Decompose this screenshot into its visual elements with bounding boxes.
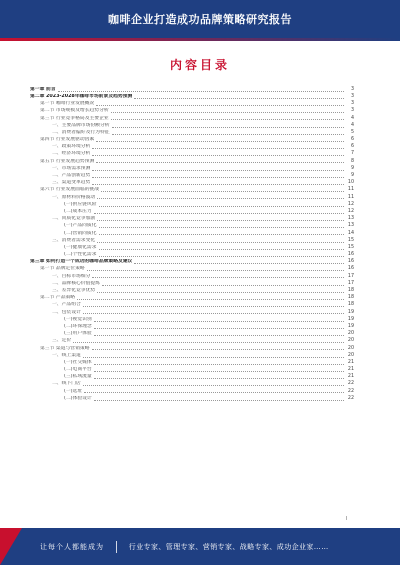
toc-entry[interactable]: [30, 179, 354, 186]
toc-entry-page: 16: [347, 266, 354, 272]
toc-leader-dots: [92, 177, 344, 178]
toc-entry[interactable]: [30, 381, 354, 388]
toc-entry[interactable]: [30, 187, 354, 194]
toc-leader-dots: [99, 256, 344, 257]
toc-entry[interactable]: [30, 208, 354, 215]
toc-entry-page: 21: [347, 367, 354, 373]
toc-entry-label: 二、经济环境分析: [52, 151, 91, 157]
toc-entry-page: 3: [350, 86, 354, 92]
toc-entry-label: 三、消费者需求变化: [52, 237, 96, 243]
toc-heading: 内容目录: [169, 58, 230, 72]
toc-entry-label: 二、线下门店: [52, 381, 81, 387]
toc-entry-page: 19: [347, 316, 354, 322]
toc-entry-page: 18: [347, 302, 354, 308]
toc-entry-label: 一、目标市场细分: [52, 273, 91, 279]
toc-entry-label: (二)个性化需求: [64, 252, 97, 258]
toc-entry-label: 二、消费者偏好及行为特征: [52, 129, 110, 135]
page-number: I: [346, 516, 348, 522]
toc-entry[interactable]: [30, 280, 354, 287]
toc-leader-dots: [112, 127, 344, 128]
toc-entry-label: 二、包装设计: [52, 309, 81, 315]
toc-entry[interactable]: [30, 366, 354, 373]
toc-entry[interactable]: [30, 251, 354, 258]
toc-entry-page: 4: [350, 122, 354, 128]
toc-entry-label: (一)视觉识别: [64, 316, 92, 322]
toc-leader-dots: [83, 313, 344, 314]
toc-entry-label: (一)供应链风险: [64, 201, 97, 207]
footer-divider: [116, 541, 117, 553]
toc-entry-label: 一、原材料价格波动: [52, 194, 96, 200]
toc-entry-page: 21: [347, 359, 354, 365]
toc-entry[interactable]: [30, 273, 354, 280]
toc-entry-page: 19: [347, 309, 354, 315]
footer-slogan: 让每个人都能成为: [40, 542, 104, 551]
toc-entry-label: (一)选址: [64, 388, 83, 394]
toc-entry-label: (三)私域流量: [64, 374, 92, 380]
toc-entry-label: 二、同质化竞争加剧: [52, 216, 96, 222]
table-of-contents: [30, 86, 354, 402]
toc-entry-page: 16: [347, 252, 354, 258]
toc-entry-label: (二)环保理念: [64, 323, 92, 329]
toc-entry[interactable]: [30, 237, 354, 244]
toc-entry-page: 18: [347, 295, 354, 301]
toc-entry[interactable]: [30, 230, 354, 237]
toc-entry[interactable]: [30, 194, 354, 201]
toc-entry-label: (一)健康化需求: [64, 244, 97, 250]
toc-entry-page: 9: [350, 165, 354, 171]
toc-leader-dots: [94, 213, 344, 214]
toc-entry[interactable]: [30, 266, 354, 273]
toc-entry-label: 一、线上渠道: [52, 352, 81, 358]
toc-leader-dots: [94, 364, 344, 365]
toc-entry-label: 第二节 市场规模及增长趋势分析: [40, 108, 109, 114]
toc-entry-label: (二)电商平台: [64, 367, 92, 373]
toc-entry-label: (一)社交媒体: [64, 359, 92, 365]
toc-entry[interactable]: [30, 302, 354, 309]
toc-entry[interactable]: [30, 323, 354, 330]
toc-entry-label: 二、产品创新趋势: [52, 173, 91, 179]
toc-entry-page: 17: [347, 273, 354, 279]
toc-entry-page: 18: [347, 288, 354, 294]
toc-entry-page: 22: [347, 388, 354, 394]
toc-leader-dots: [83, 306, 344, 307]
toc-entry-page: 19: [347, 323, 354, 329]
toc-entry[interactable]: [30, 374, 354, 381]
toc-entry-label: 一、政策环境分析: [52, 144, 91, 150]
toc-leader-dots: [97, 198, 344, 199]
toc-leader-dots: [94, 321, 344, 322]
toc-leader-dots: [97, 220, 344, 221]
toc-entry-page: 7: [350, 151, 354, 157]
toc-leader-dots: [92, 148, 344, 149]
toc-leader-dots: [96, 105, 344, 106]
toc-entry[interactable]: [30, 388, 354, 395]
toc-leader-dots: [87, 270, 344, 271]
toc-entry-page: 10: [347, 180, 354, 186]
toc-leader-dots: [73, 342, 344, 343]
toc-leader-dots: [111, 112, 344, 113]
toc-entry-page: 17: [347, 280, 354, 286]
toc-entry[interactable]: [30, 259, 354, 266]
toc-entry-page: 13: [347, 216, 354, 222]
toc-entry[interactable]: [30, 165, 354, 172]
toc-entry[interactable]: [30, 151, 354, 158]
toc-entry-label: (二)体验设计: [64, 395, 92, 401]
toc-entry-page: 4: [350, 115, 354, 121]
toc-entry-label: 一、市场需求预测: [52, 165, 91, 171]
toc-entry[interactable]: [30, 330, 354, 337]
toc-entry-page: 6: [350, 144, 354, 150]
toc-entry[interactable]: [30, 115, 354, 122]
toc-entry-label: 第一节 品牌定位策略: [40, 266, 85, 272]
toc-entry-page: 20: [347, 345, 354, 351]
toc-entry-page: 20: [347, 338, 354, 344]
toc-entry-label: 三、定价: [52, 338, 72, 344]
toc-entry[interactable]: [30, 201, 354, 208]
toc-entry-label: 第五节 行业发展趋势预测: [40, 158, 95, 164]
toc-entry-page: 20: [347, 352, 354, 358]
toc-leader-dots: [94, 335, 344, 336]
toc-entry[interactable]: [30, 93, 354, 100]
toc-entry-label: 一、主要品牌市场份额分析: [52, 122, 110, 128]
toc-entry-label: 第三节 行业竞争格局及主要企业: [40, 115, 109, 121]
toc-entry[interactable]: [30, 338, 354, 345]
toc-leader-dots: [94, 378, 344, 379]
toc-entry[interactable]: [30, 144, 354, 151]
toc-entry[interactable]: [30, 352, 354, 359]
toc-entry[interactable]: [30, 215, 354, 222]
toc-leader-dots: [112, 134, 344, 135]
toc-entry[interactable]: [30, 359, 354, 366]
toc-entry[interactable]: [30, 129, 354, 136]
toc-entry-label: 一、产品组合: [52, 302, 81, 308]
toc-entry-label: (二)成本压力: [64, 208, 92, 214]
toc-entry-page: 21: [347, 374, 354, 380]
toc-entry[interactable]: [30, 244, 354, 251]
toc-leader-dots: [99, 206, 344, 207]
toc-leader-dots: [94, 400, 344, 401]
toc-entry-label: 第三节 渠道与营销策略: [40, 345, 90, 351]
toc-entry[interactable]: [30, 316, 354, 323]
toc-entry-page: 11: [347, 187, 354, 193]
toc-entry-label: 第四节 行业发展驱动因素: [40, 137, 95, 143]
toc-entry[interactable]: [30, 86, 354, 93]
toc-entry[interactable]: [30, 172, 354, 179]
toc-entry-page: 12: [347, 201, 354, 207]
toc-leader-dots: [99, 234, 344, 235]
report-title: 咖啡企业打造成功品牌策略研究报告: [108, 13, 292, 26]
toc-entry-page: 22: [347, 381, 354, 387]
header-accent-bar: [0, 38, 400, 41]
toc-entry-page: 8: [350, 158, 354, 164]
toc-entry[interactable]: [30, 158, 354, 165]
toc-entry-label: 第三章 如何打造一个成功的咖啡品牌策略及建议: [30, 259, 133, 265]
toc-entry-page: 20: [347, 331, 354, 337]
toc-leader-dots: [96, 162, 344, 163]
toc-entry-page: 22: [347, 395, 354, 401]
toc-leader-dots: [99, 249, 344, 250]
toc-leader-dots: [94, 371, 344, 372]
toc-entry[interactable]: [30, 294, 354, 301]
toc-entry[interactable]: [30, 108, 354, 115]
toc-leader-dots: [92, 170, 344, 171]
toc-leader-dots: [134, 98, 344, 99]
toc-leader-dots: [102, 285, 344, 286]
toc-leader-dots: [94, 328, 344, 329]
toc-entry-label: 第二章 2023-2028年咖啡市场前景及趋势预测: [30, 93, 133, 99]
toc-entry-page: 14: [347, 230, 354, 236]
toc-entry[interactable]: [30, 345, 354, 352]
toc-leader-dots: [96, 141, 344, 142]
toc-entry[interactable]: [30, 223, 354, 230]
report-header: [0, 0, 400, 38]
toc-entry-page: 15: [347, 237, 354, 243]
toc-leader-dots: [101, 191, 344, 192]
toc-entry-label: (二)营销同质化: [64, 230, 97, 236]
toc-entry-page: 3: [350, 108, 354, 114]
toc-leader-dots: [134, 263, 344, 264]
toc-leader-dots: [83, 357, 344, 358]
toc-entry[interactable]: [30, 309, 354, 316]
toc-entry-page: 15: [347, 244, 354, 250]
toc-leader-dots: [92, 277, 344, 278]
toc-entry-page: 13: [347, 223, 354, 229]
toc-entry-page: 12: [347, 208, 354, 214]
footer-roles: 行业专家、管理专家、营销专家、战略专家、成功企业家……: [128, 542, 329, 551]
footer-banner: [0, 528, 400, 565]
toc-entry-label: 三、渠道变革趋势: [52, 180, 91, 186]
toc-entry-page: 6: [350, 137, 354, 143]
toc-entry-label: (三)用户体验: [64, 331, 92, 337]
toc-entry-label: (一)产品同质化: [64, 223, 97, 229]
toc-entry-label: 三、差异化竞争优势: [52, 288, 96, 294]
toc-entry-label: 第六节 行业发展面临的挑战: [40, 187, 100, 193]
toc-entry-page: 11: [347, 194, 354, 200]
toc-leader-dots: [99, 227, 344, 228]
toc-leader-dots: [84, 392, 344, 393]
toc-entry[interactable]: [30, 100, 354, 107]
toc-entry[interactable]: [30, 287, 354, 294]
footer-corner-accent: [0, 528, 22, 565]
toc-entry-page: 16: [347, 259, 354, 265]
toc-leader-dots: [97, 242, 344, 243]
toc-leader-dots: [77, 299, 344, 300]
toc-leader-dots: [83, 385, 344, 386]
toc-leader-dots: [92, 155, 344, 156]
toc-leader-dots: [92, 349, 345, 350]
toc-entry[interactable]: [30, 122, 354, 129]
toc-entry-label: 二、品牌核心价值提炼: [52, 280, 100, 286]
toc-entry-page: 3: [350, 101, 354, 107]
toc-entry[interactable]: [30, 136, 354, 143]
toc-leader-dots: [97, 292, 344, 293]
toc-entry-label: 第二节 产品策略: [40, 295, 76, 301]
toc-entry-page: 3: [350, 93, 354, 99]
toc-leader-dots: [111, 119, 344, 120]
toc-entry-page: 9: [350, 173, 354, 179]
toc-entry-label: 第一节 咖啡行业发展概况: [40, 101, 95, 107]
toc-leader-dots: [58, 91, 344, 92]
toc-entry[interactable]: [30, 395, 354, 402]
toc-leader-dots: [92, 184, 344, 185]
toc-entry-label: 第一章 前言: [30, 86, 56, 92]
toc-entry-page: 5: [350, 129, 354, 135]
